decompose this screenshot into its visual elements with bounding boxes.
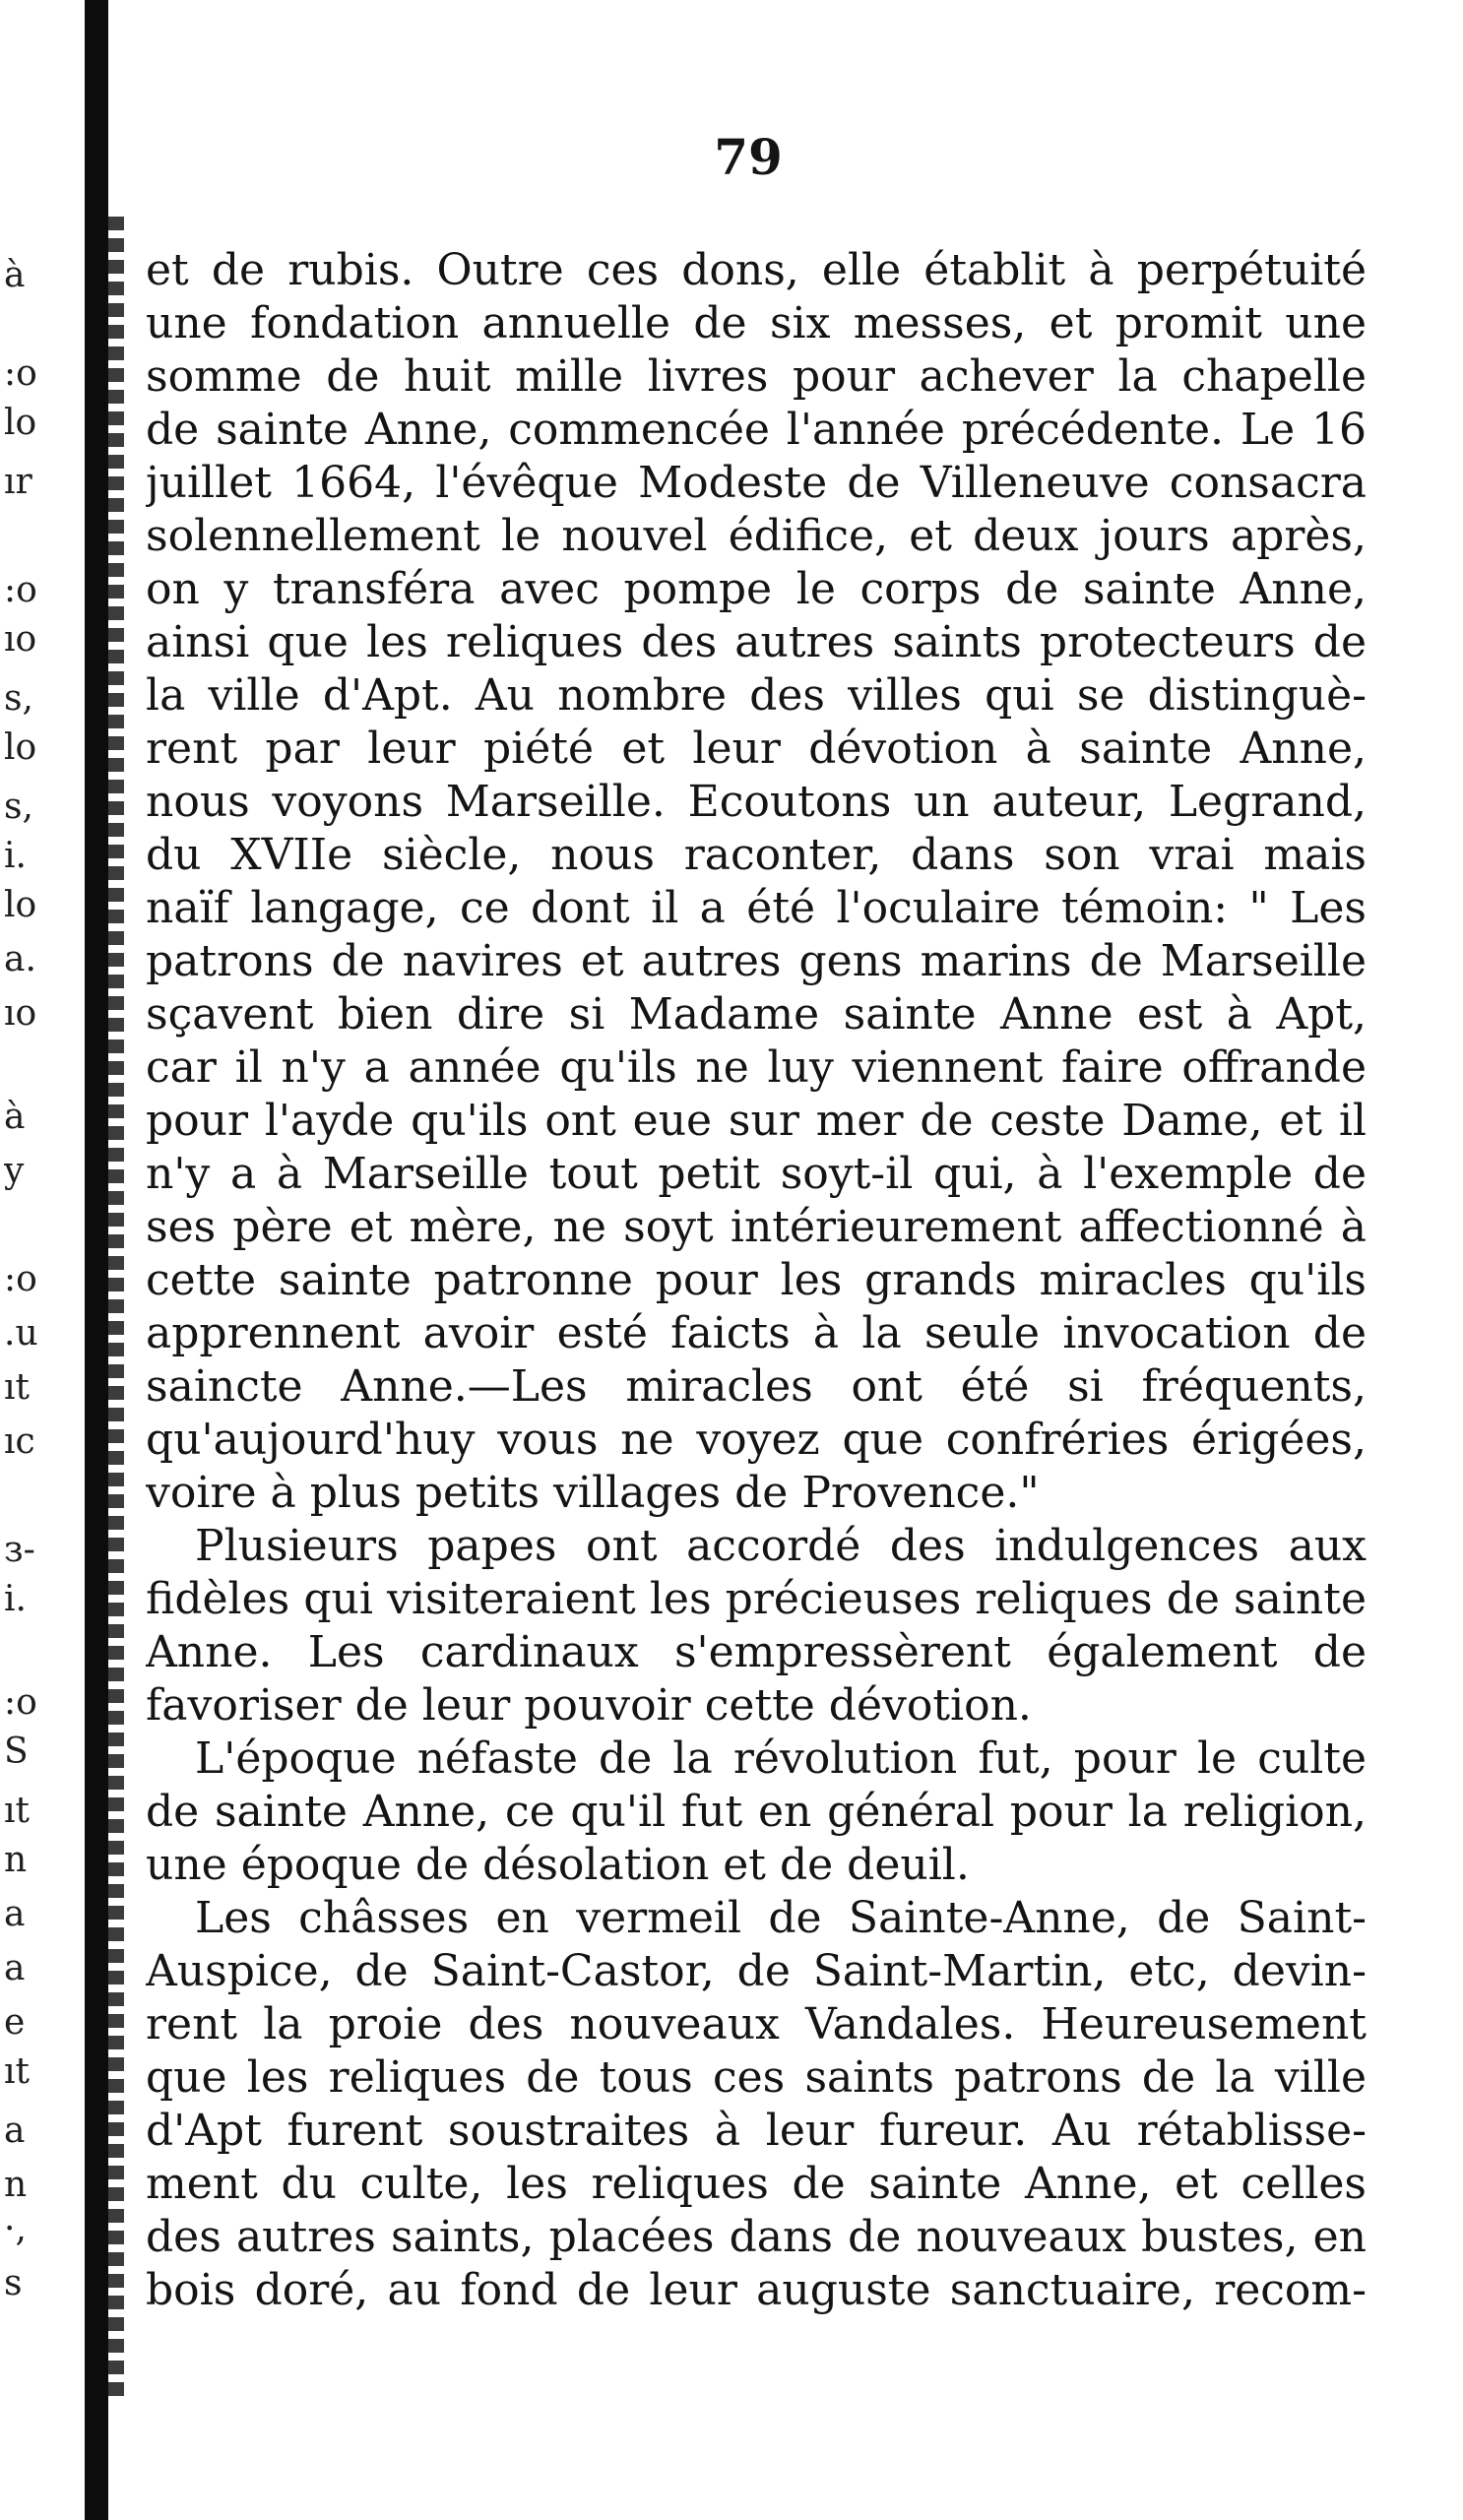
text-line: n'y a à Marseille tout petit soyt-il qui, à l'exemple de — [146, 1149, 1367, 1199]
margin-fragment: à — [4, 256, 26, 295]
text-line: on y transféra avec pompe le corps de sainte Anne, — [146, 564, 1367, 614]
text-line: Anne. Les cardinaux s'empressèrent également de — [146, 1627, 1367, 1677]
margin-fragment: :o — [4, 571, 37, 610]
text-line: nous voyons Marseille. Ecoutons un auteur, Legrand, — [146, 777, 1367, 827]
text-line: de sainte Anne, ce qu'il fut en général pour la religion, — [146, 1787, 1367, 1837]
facing-page-margin-fragments — [0, 0, 79, 2520]
text-line: ainsi que les reliques des autres saints protecteurs de — [146, 617, 1367, 667]
text-line: L'époque néfaste de la révolution fut, pour le culte — [195, 1733, 1367, 1784]
margin-fragment: ıc — [4, 1422, 35, 1462]
text-line: cette sainte patronne pour les grands miracles qu'ils — [146, 1255, 1367, 1305]
text-line: somme de huit mille livres pour achever la chapelle — [146, 351, 1367, 402]
margin-fragment: s, — [4, 788, 33, 827]
text-line: naïf langage, ce dont il a été l'oculaire témoin: " Les — [146, 883, 1367, 933]
margin-fragment: lo — [4, 404, 37, 443]
margin-fragment: ıt — [4, 1792, 30, 1831]
margin-fragment: ·, — [4, 2210, 27, 2249]
text-line: des autres saints, placées dans de nouveaux bustes, en — [146, 2212, 1367, 2262]
margin-fragment: i. — [4, 1580, 27, 1619]
text-line: bois doré, au fond de leur auguste sanctuaire, recom- — [146, 2265, 1367, 2315]
margin-fragment: a — [4, 1949, 26, 1988]
text-line: une époque de désolation et de deuil. — [146, 1840, 970, 1890]
margin-fragment: n — [4, 2166, 28, 2205]
text-line: qu'aujourd'huy vous ne voyez que confréries érigées, — [146, 1415, 1367, 1465]
text-line: ses père et mère, ne soyt intérieurement affectionné à — [146, 1202, 1367, 1252]
margin-fragment: s, — [4, 679, 33, 719]
margin-fragment: з- — [4, 1531, 35, 1570]
margin-fragment: s — [4, 2264, 23, 2303]
text-line: d'Apt furent soustraites à leur fureur. Au rétablisse- — [146, 2106, 1367, 2156]
margin-fragment: y — [4, 1152, 25, 1191]
margin-fragment: ıt — [4, 1368, 30, 1408]
margin-fragment: ıo — [4, 994, 37, 1034]
margin-fragment: :o — [4, 354, 37, 394]
text-line: pour l'ayde qu'ils ont eue sur mer de ceste Dame, et il — [146, 1096, 1367, 1146]
text-line: Auspice, de Saint-Castor, de Saint-Martin, etc, devin- — [146, 1946, 1367, 1996]
margin-fragment: .u — [4, 1314, 38, 1354]
margin-fragment: :o — [4, 1260, 37, 1299]
text-line: patrons de navires et autres gens marins de Marseille — [146, 936, 1367, 986]
margin-fragment: e — [4, 2003, 26, 2043]
margin-fragment: lo — [4, 728, 37, 768]
text-line: voire à plus petits villages de Provence." — [146, 1468, 1040, 1518]
margin-fragment: a — [4, 1895, 26, 1934]
margin-fragment: ıo — [4, 620, 37, 660]
text-line: apprennent avoir esté faicts à la seule invocation de — [146, 1308, 1367, 1358]
text-line: Les châsses en vermeil de Sainte-Anne, de Saint- — [195, 1893, 1367, 1943]
binding-gutter — [85, 0, 108, 2520]
text-line: du XVIIe siècle, nous raconter, dans son vrai mais — [146, 830, 1367, 880]
margin-fragment: ır — [4, 463, 32, 502]
text-line: ment du culte, les reliques de sainte Anne, et celles — [146, 2159, 1367, 2209]
text-line: de sainte Anne, commencée l'année précédente. Le 16 — [146, 405, 1367, 455]
text-line: que les reliques de tous ces saints patrons de la ville — [146, 2052, 1367, 2103]
margin-fragment: i. — [4, 837, 27, 876]
margin-fragment: ıt — [4, 2052, 30, 2092]
text-line: sçavent bien dire si Madame sainte Anne est à Apt, — [146, 989, 1367, 1040]
text-line: rent par leur piété et leur dévotion à sainte Anne, — [146, 724, 1367, 774]
margin-fragment: a — [4, 2111, 26, 2151]
text-line: fidèles qui visiteraient les précieuses reliques de sainte — [146, 1574, 1367, 1624]
margin-fragment: n — [4, 1841, 28, 1880]
text-line: saincte Anne.—Les miracles ont été si fréquents, — [146, 1361, 1367, 1412]
page-number: 79 — [714, 128, 783, 186]
text-line: favoriser de leur pouvoir cette dévotion. — [146, 1680, 1032, 1731]
text-line: rent la proie des nouveaux Vandales. Heureusement — [146, 1999, 1367, 2049]
body-text — [146, 244, 1367, 2317]
text-line: solennellement le nouvel édifice, et deux jours après, — [146, 511, 1367, 561]
text-line: juillet 1664, l'évêque Modeste de Villeneuve consacra — [146, 458, 1367, 508]
text-line: la ville d'Apt. Au nombre des villes qui se distinguè- — [146, 670, 1367, 721]
text-line: Plusieurs papes ont accordé des indulgences aux — [195, 1521, 1367, 1571]
text-line: une fondation annuelle de six messes, et promit une — [146, 298, 1367, 348]
text-line: et de rubis. Outre ces dons, elle établit à perpétuité — [146, 245, 1367, 295]
text-line: car il n'y a année qu'ils ne luy viennent faire offrande — [146, 1042, 1367, 1093]
margin-fragment: à — [4, 1098, 26, 1137]
margin-fragment: a. — [4, 940, 36, 979]
margin-fragment: lo — [4, 886, 37, 925]
gutter-shadow-edge — [108, 217, 124, 2402]
margin-fragment: :o — [4, 1683, 37, 1723]
margin-fragment: S — [4, 1732, 29, 1772]
